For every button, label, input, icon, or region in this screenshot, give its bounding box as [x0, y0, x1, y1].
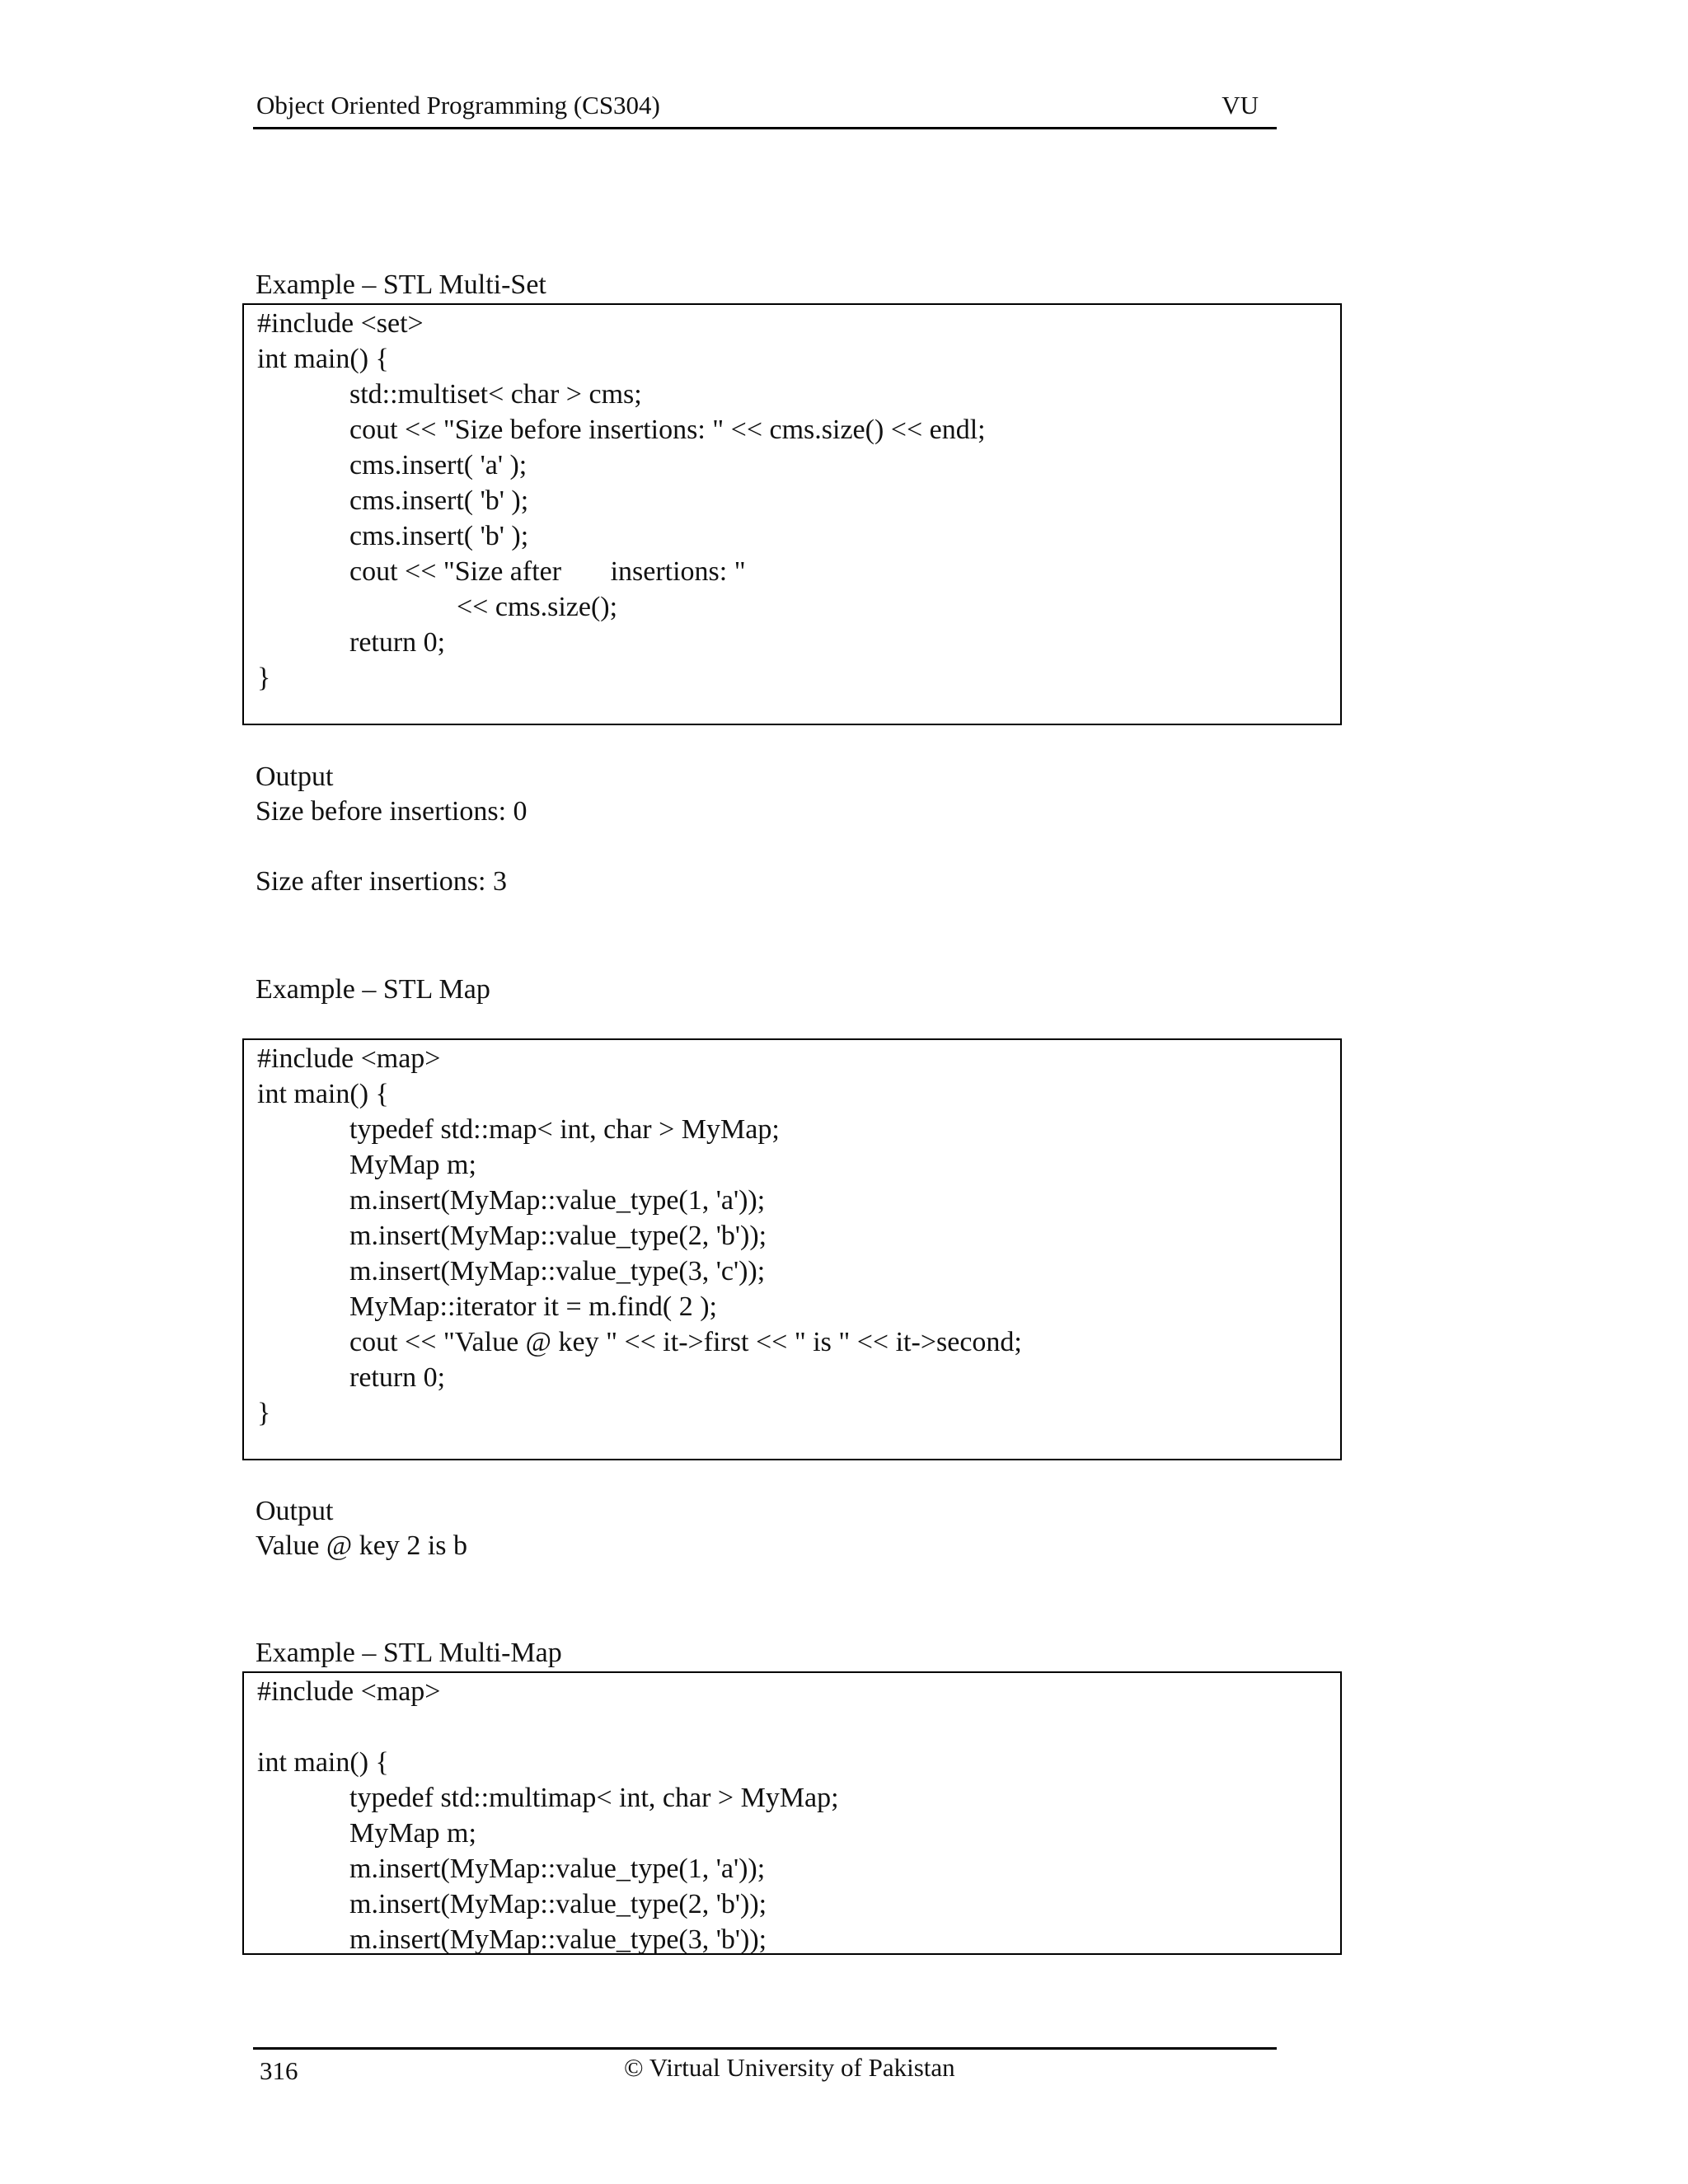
map-heading: Example – STL Map — [256, 974, 490, 1005]
code-line: MyMap::iterator it = m.find( 2 ); — [349, 1291, 717, 1322]
code-line: cms.insert( 'b' ); — [349, 485, 529, 516]
output-line: Size after insertions: 3 — [256, 866, 507, 897]
map-output — [256, 1494, 467, 1563]
code-line: m.insert(MyMap::value_type(3, 'b')); — [349, 1924, 767, 1955]
multiset-code-box — [242, 303, 1342, 725]
page-header — [253, 91, 1277, 129]
copyright-notice: © Virtual University of Pakistan — [624, 2053, 955, 2082]
code-line: #include <set> — [257, 308, 424, 339]
multimap-code-box — [242, 1671, 1342, 1955]
institution-label: VU — [1221, 91, 1259, 120]
code-line: cms.insert( 'a' ); — [349, 450, 528, 480]
code-line: int main() { — [257, 344, 389, 374]
output-label: Output — [256, 762, 334, 792]
code-line: m.insert(MyMap::value_type(3, 'c')); — [349, 1256, 766, 1286]
code-line: } — [257, 1398, 271, 1428]
code-line: cout << "Size before insertions: " << cms.size() << endl; — [349, 415, 986, 445]
multiset-output — [256, 760, 528, 899]
multimap-heading: Example – STL Multi-Map — [256, 1638, 562, 1668]
code-line: int main() { — [257, 1079, 389, 1109]
code-line: m.insert(MyMap::value_type(2, 'b')); — [349, 1221, 767, 1251]
output-label: Output — [256, 1496, 334, 1526]
code-line: m.insert(MyMap::value_type(1, 'a')); — [349, 1185, 766, 1216]
page-footer — [253, 2047, 1277, 2099]
code-line: #include <map> — [257, 1043, 441, 1074]
code-line: int main() { — [257, 1747, 389, 1778]
code-line: typedef std::multimap< int, char > MyMap; — [349, 1783, 839, 1813]
map-code-box — [242, 1038, 1342, 1460]
output-line: Size before insertions: 0 — [256, 796, 528, 827]
code-line: cout << "Value @ key " << it->first << " is " << it->second; — [349, 1327, 1022, 1357]
code-line: MyMap m; — [349, 1818, 476, 1849]
multiset-heading: Example – STL Multi-Set — [256, 269, 546, 300]
code-line: cms.insert( 'b' ); — [349, 521, 529, 551]
code-line: MyMap m; — [349, 1150, 476, 1180]
page-number: 316 — [260, 2056, 298, 2085]
course-title: Object Oriented Programming (CS304) — [256, 91, 660, 120]
code-line: return 0; — [349, 1362, 446, 1393]
code-line: typedef std::map< int, char > MyMap; — [349, 1114, 780, 1145]
output-line: Value @ key 2 is b — [256, 1530, 467, 1561]
code-line: m.insert(MyMap::value_type(1, 'a')); — [349, 1854, 766, 1884]
code-line: return 0; — [349, 627, 446, 658]
code-line: cout << "Size after insertions: " — [349, 556, 746, 587]
code-line: #include <map> — [257, 1676, 441, 1707]
code-line: std::multiset< char > cms; — [349, 379, 642, 410]
code-line: m.insert(MyMap::value_type(2, 'b')); — [349, 1889, 767, 1919]
code-line: } — [257, 663, 271, 693]
code-line: << cms.size(); — [457, 592, 618, 622]
